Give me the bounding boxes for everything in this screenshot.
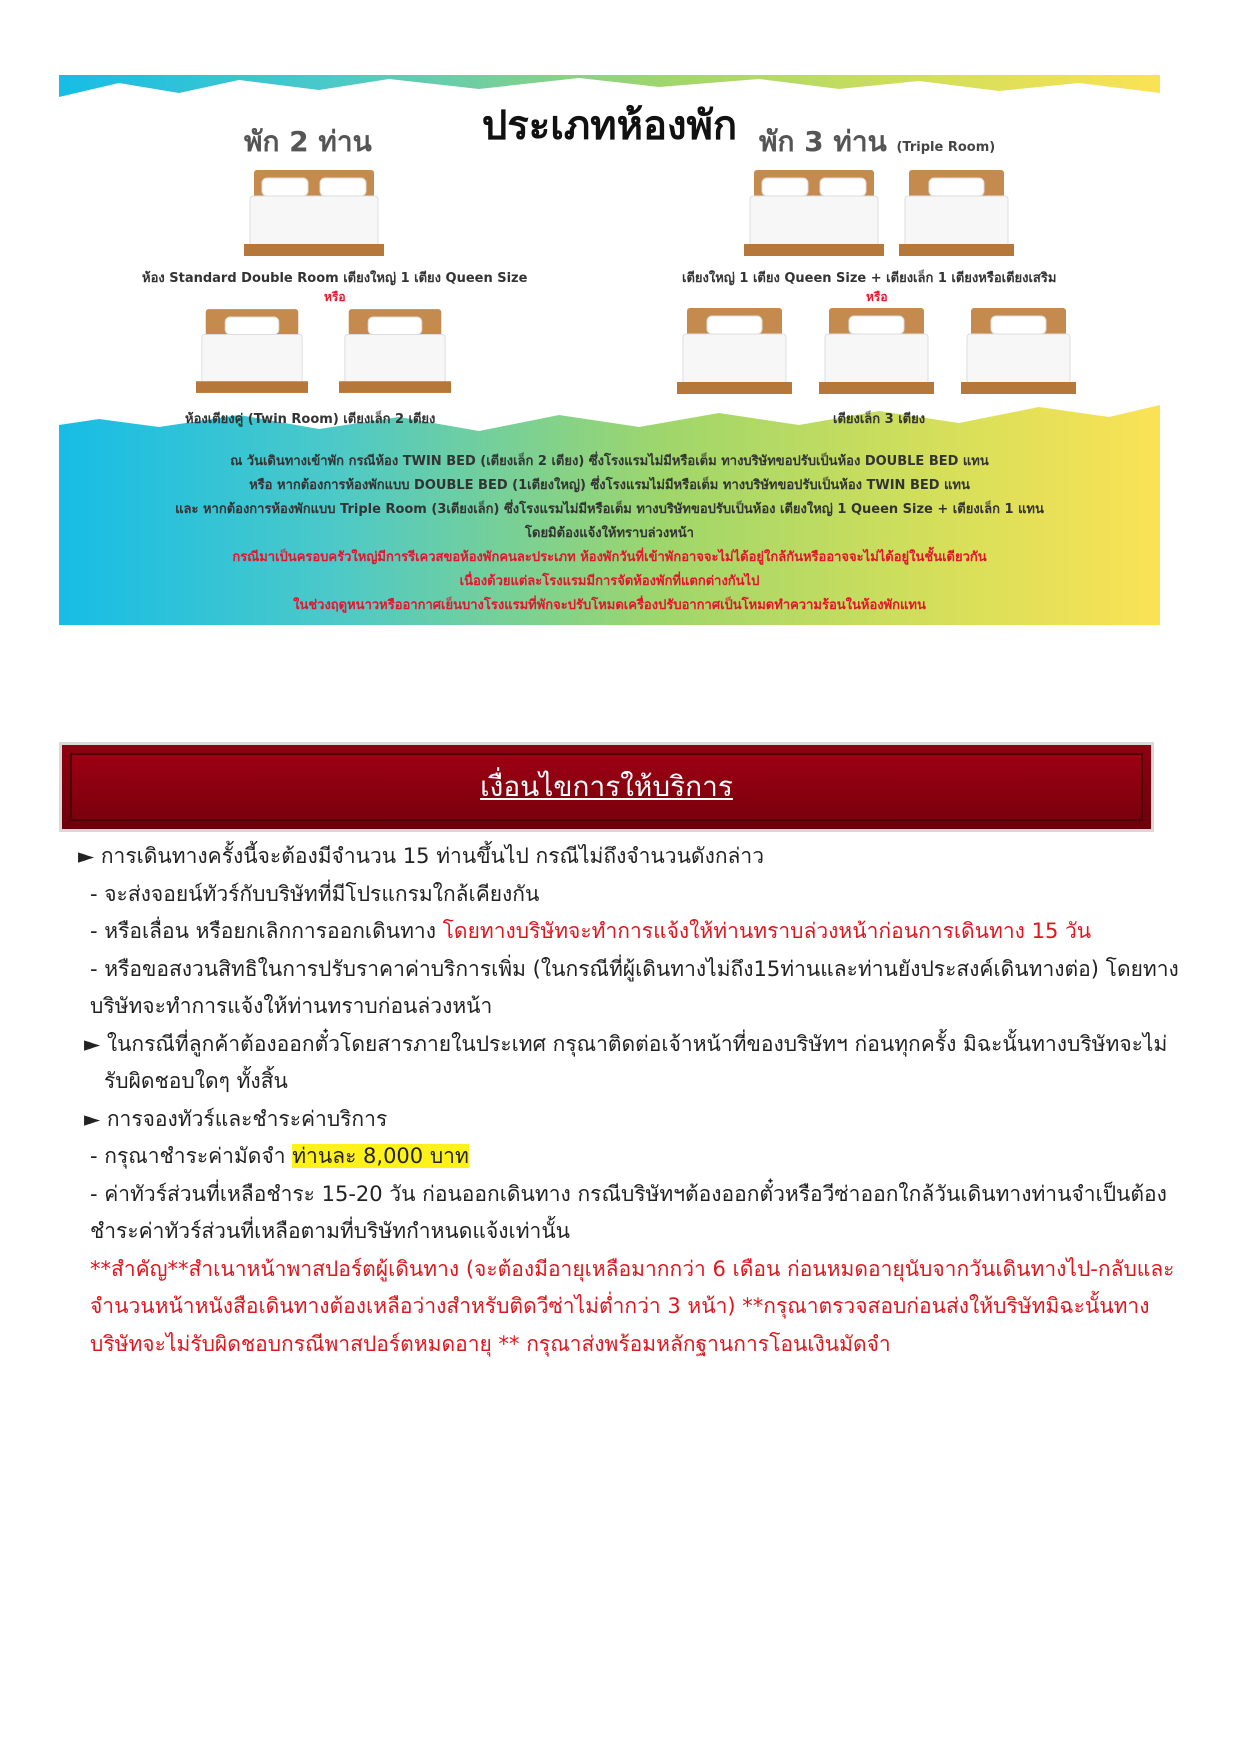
triple-bed-icon-3 (961, 308, 1076, 398)
right-heading (759, 120, 995, 164)
important-line: **สำคัญ**สำเนาหน้าพาสปอร์ตผู้เดินทาง (จะต้องมีอายุเหลือมากกว่า 6 เดือน ก่อนหมดอายุนับจากวันเดินทางไป-กลับและ (90, 1256, 1175, 1281)
left-caption-1: ห้อง Standard Double Room เตียงใหญ่ 1 เตียง Queen Size (142, 271, 528, 286)
triple-bed-icon-2 (819, 308, 934, 398)
right-or: หรือ (866, 290, 888, 304)
condition-line: ► การเดินทางครั้งนี้จะต้องมีจำนวน 15 ท่านขึ้นไป กรณีไม่ถึงจำนวนดังกล่าว (78, 844, 764, 868)
condition-text: - หรือเลื่อน หรือยกเลิกการออกเดินทาง (90, 919, 443, 943)
left-heading: พัก 2 ท่าน (244, 125, 372, 158)
banner-title: ประเภทห้องพัก (481, 103, 738, 149)
note-line: หรือ หากต้องการห้องพักแบบ DOUBLE BED (1เตียงใหญ่) ซึ่งโรงแรมไม่มีหรือเต็ม ทางบริษัทขอปรับเป็นห้อง TWIN BED แทน (249, 478, 970, 493)
conditions-title: เงื่อนไขการให้บริการ (480, 770, 733, 803)
condition-line: ► การจองทัวร์และชำระค่าบริการ (84, 1106, 388, 1131)
triple-bed-icon-1 (677, 308, 792, 398)
banner-notes (59, 450, 1160, 618)
condition-line (78, 1138, 1188, 1176)
condition-text: - กรุณาชำระค่ามัดจำ (90, 1144, 293, 1168)
right-heading-note: (Triple Room) (896, 140, 996, 155)
double-bed-icon (244, 170, 384, 260)
condition-line: ชำระค่าทัวร์ส่วนที่เหลือตามที่บริษัทกำหนดแจ้งเท่านั้น (90, 1219, 571, 1243)
red-note-line: เนื่องด้วยแต่ละโรงแรมมีการจัดห้องพักที่แตกต่างกันไป (459, 574, 760, 589)
note-line: ณ วันเดินทางเข้าพัก กรณีห้อง TWIN BED (เตียงเล็ก 2 เตียง) ซึ่งโรงแรมไม่มีหรือเต็ม ทางบริษัทขอปรับเป็นห้อง DOUBLE BED แทน (230, 454, 989, 469)
deposit-highlight: ท่านละ 8,000 บาท (292, 1144, 469, 1168)
red-note-line: ในช่วงฤดูหนาวหรืออากาศเย็นบางโรงแรมที่พักจะปรับโหมดเครื่องปรับอากาศเป็นโหมดทำความร้อนในห้องพักแทน (293, 598, 926, 613)
important-line: บริษัทจะไม่รับผิดชอบกรณีพาสปอร์ตหมดอายุ ** กรุณาส่งพร้อมหลักฐานการโอนเงินมัดจำ (90, 1331, 891, 1356)
conditions-header (59, 742, 1154, 832)
right-caption-1: เตียงใหญ่ 1 เตียง Queen Size + เตียงเล็ก 1 เตียงหรือเตียงเสริม (682, 271, 1057, 286)
single-bed-icon (899, 170, 1014, 260)
important-line: จำนวนหน้าหนังสือเดินทางต้องเหลือว่างสำหรับติดวีซ่าไม่ต่ำกว่า 3 หน้า) **กรุณาตรวจสอบก่อนส่งให้บริษัทมิฉะนั้นทาง (90, 1294, 1150, 1318)
left-caption-2: ห้องเตียงคู่ (Twin Room) เตียงเล็ก 2 เตียง (185, 412, 436, 427)
conditions-body (78, 838, 1188, 1363)
right-heading-text: พัก 3 ท่าน (759, 125, 887, 158)
condition-notice-red: โดยทางบริษัทจะทำการแจ้งให้ท่านทราบล่วงหน้าก่อนการเดินทาง 15 วัน (442, 919, 1092, 943)
condition-line: - จะส่งจอยน์ทัวร์กับบริษัทที่มีโปรแกรมใกล้เคียงกัน (90, 881, 540, 906)
room-type-banner (59, 75, 1160, 625)
left-or: หรือ (324, 290, 346, 304)
condition-line (78, 913, 1188, 951)
note-line: และ หากต้องการห้องพักแบบ Triple Room (3เตียงเล็ก) ซึ่งโรงแรมไม่มีหรือเต็ม ทางบริษัทขอปรับเป็นห้อง เตียงใหญ่ 1 Queen Size + เตียงเล็ก 1 แทน (175, 502, 1044, 517)
right-caption-2: เตียงเล็ก 3 เตียง (833, 412, 926, 427)
condition-line: รับผิดชอบใดๆ ทั้งสิ้น (104, 1069, 288, 1093)
red-note-line: กรณีมาเป็นครอบครัวใหญ่มีการรีเควสขอห้องพักคนละประเภท ห้องพักวันที่เข้าพักอาจจะไม่ได้อยู่ใกล้กันหรืออาจจะไม่ได้อยู่ในชั้นเดียวกัน (232, 550, 987, 565)
condition-line: ► ในกรณีที่ลูกค้าต้องออกตั๋วโดยสารภายในประเทศ กรุณาติดต่อเจ้าหน้าที่ของบริษัทฯ ก่อนทุกครั้ง มิฉะนั้นทางบริษัทจะไม่ (84, 1031, 1168, 1056)
double-bed-icon-triple (744, 170, 884, 260)
twin-bed-icon-1 (196, 308, 308, 398)
condition-line: บริษัทจะทำการแจ้งให้ท่านทราบก่อนล่วงหน้า (90, 994, 493, 1018)
twin-bed-icon-2 (339, 308, 451, 398)
note-line: โดยมิต้องแจ้งให้ทราบล่วงหน้า (525, 526, 694, 541)
condition-line: - หรือขอสงวนสิทธิในการปรับราคาค่าบริการเพิ่ม (ในกรณีที่ผู้เดินทางไม่ถึง15ท่านและท่านยังประสงค์เดินทางต่อ) โดยทาง (90, 956, 1179, 981)
condition-line: - ค่าทัวร์ส่วนที่เหลือชำระ 15-20 วัน ก่อนออกเดินทาง กรณีบริษัทฯต้องออกตั๋วหรือวีซ่าออกใกล้วันเดินทางท่านจำเป็นต้อง (90, 1181, 1167, 1206)
